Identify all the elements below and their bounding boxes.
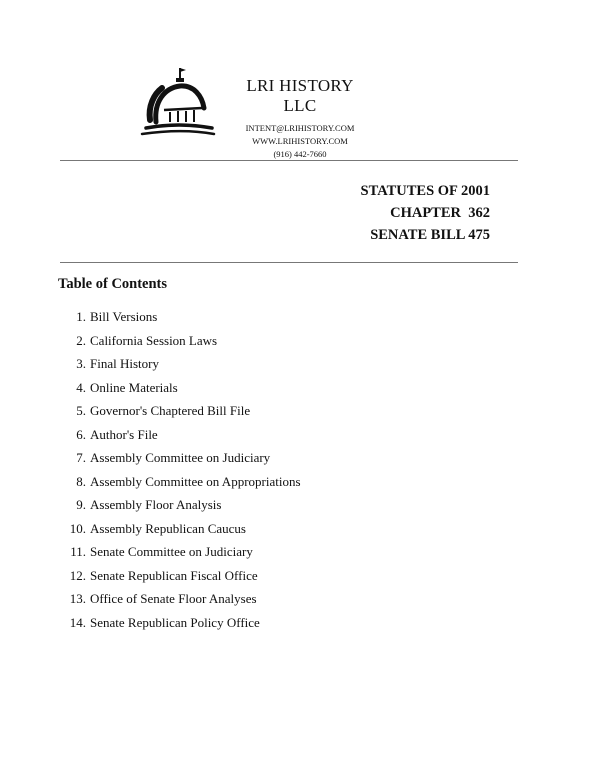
- toc-item: [58, 352, 301, 376]
- company-phone: (916) 442-7660: [273, 149, 327, 159]
- toc-item-label: California Session Laws: [90, 332, 218, 348]
- toc-item-label: Senate Republican Policy Office: [90, 614, 260, 630]
- toc-title: Table of Contents: [58, 276, 168, 292]
- toc-item-number: 10.: [69, 520, 86, 536]
- toc-item: [58, 611, 301, 635]
- toc-item-number: 9.: [76, 497, 86, 512]
- toc-item-label: Governor's Chaptered Bill File: [90, 403, 251, 418]
- toc-item-label: Online Materials: [90, 379, 178, 395]
- toc-item-label: Office of Senate Floor Analyses: [90, 591, 257, 606]
- chapter-number: CHAPTER 362: [390, 205, 490, 221]
- company-header: [230, 76, 370, 161]
- toc-item-label: Senate Committee on Judiciary: [90, 544, 253, 559]
- toc-item-number: 4.: [76, 379, 86, 395]
- bottom-divider: [60, 262, 518, 263]
- toc-item-label: Assembly Floor Analysis: [90, 497, 222, 512]
- toc-item: [58, 540, 301, 564]
- toc-item-number: 1.: [76, 309, 86, 324]
- toc-item: [58, 376, 301, 400]
- toc-item-number: 3.: [76, 356, 86, 371]
- toc-item-number: 12.: [69, 567, 86, 583]
- toc-item-label: Assembly Committee on Appropriations: [90, 473, 301, 489]
- capitol-dome-icon: [140, 62, 216, 140]
- company-email: INTENT@LRIHISTORY.COM: [245, 123, 355, 133]
- toc-item-number: 2.: [76, 332, 86, 348]
- toc-item-number: 14.: [69, 614, 86, 630]
- toc-item-label: Senate Republican Fiscal Office: [90, 567, 258, 583]
- top-divider: [60, 160, 518, 161]
- company-website: WWW.LRIHISTORY.COM: [252, 136, 348, 146]
- toc-item-label: Bill Versions: [90, 309, 158, 324]
- toc-item: [58, 305, 301, 329]
- toc-item: [58, 517, 301, 541]
- toc-item: [58, 493, 301, 517]
- company-name: LRI HISTORY LLC: [246, 76, 354, 115]
- toc-item-label: Assembly Committee on Judiciary: [90, 450, 271, 465]
- toc-item-label: Final History: [90, 356, 159, 371]
- senate-bill-number: SENATE BILL 475: [370, 227, 490, 243]
- toc-item: [58, 446, 301, 470]
- toc-item-number: 8.: [76, 473, 86, 489]
- statutes-year: STATUTES OF 2001: [360, 183, 490, 199]
- toc-item-number: 13.: [69, 591, 86, 606]
- toc-list: [58, 305, 301, 634]
- toc-item: [58, 423, 301, 447]
- toc-item: [58, 399, 301, 423]
- toc-item-number: 6.: [76, 426, 86, 442]
- toc-item-number: 7.: [76, 450, 86, 465]
- toc-item-label: Author's File: [90, 426, 158, 442]
- toc-item: [58, 329, 301, 353]
- toc-item: [58, 564, 301, 588]
- toc-item: [58, 470, 301, 494]
- toc-item: [58, 587, 301, 611]
- toc-item-number: 11.: [70, 544, 86, 559]
- statutes-block: [361, 180, 490, 246]
- toc-item-number: 5.: [76, 403, 86, 418]
- toc-item-label: Assembly Republican Caucus: [90, 520, 246, 536]
